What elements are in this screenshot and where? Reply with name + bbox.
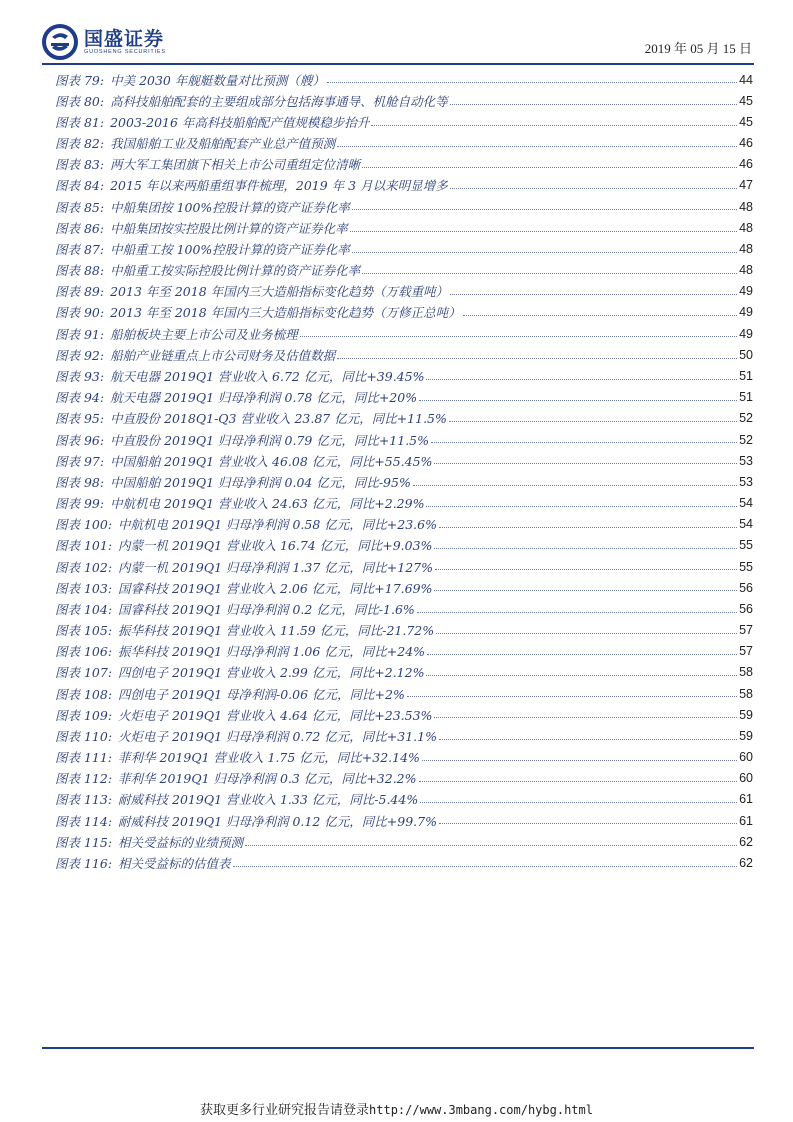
toc-entry-page: 55	[739, 559, 753, 574]
toc-dot-leader	[426, 366, 737, 380]
toc-entry-page: 59	[739, 707, 753, 722]
header-divider	[42, 63, 754, 65]
toc-dot-leader	[434, 451, 737, 465]
toc-entry-title: 四创电子 2019Q1 母净利润-0.06 亿元，同比+2%	[118, 686, 405, 702]
toc-dot-leader	[327, 70, 737, 84]
toc-dot-leader	[245, 832, 737, 846]
toc-entry-page: 61	[739, 813, 753, 828]
toc-entry-title: 内蒙一机 2019Q1 归母净利润 1.37 亿元，同比+127%	[118, 559, 433, 575]
toc-entry-title: 国睿科技 2019Q1 营业收入 2.06 亿元，同比+17.69%	[118, 580, 433, 596]
toc-entry-title: 两大军工集团旗下相关上市公司重组定位清晰	[110, 157, 361, 173]
toc-dot-leader	[450, 282, 737, 296]
toc-dot-leader	[413, 472, 737, 486]
toc-entry[interactable]	[55, 747, 753, 768]
toc-entry-page: 61	[739, 792, 753, 807]
toc-entry-title: 中船集团按实控股比例计算的资产证券化率	[110, 220, 348, 236]
toc-dot-leader	[419, 387, 737, 401]
toc-entry-title: 中国船舶 2019Q1 归母净利润 0.04 亿元，同比-95%	[110, 474, 411, 490]
toc-entry-title: 火炬电子 2019Q1 营业收入 4.64 亿元，同比+23.53%	[118, 707, 433, 723]
toc-entry[interactable]	[55, 450, 753, 471]
report-date: 2019 年 05 月 15 日	[644, 41, 752, 56]
toc-dot-leader	[352, 239, 737, 253]
toc-entry-label: 图表 79:	[55, 72, 105, 88]
toc-entry[interactable]	[55, 69, 753, 90]
toc-dot-leader	[439, 726, 737, 740]
toc-entry-page: 50	[739, 347, 753, 362]
toc-dot-leader	[434, 705, 737, 719]
toc-entry-page: 46	[739, 136, 753, 151]
toc-dot-leader	[362, 260, 737, 274]
toc-entry-label: 图表 115:	[55, 834, 113, 850]
toc-entry-label: 图表 116:	[55, 855, 113, 871]
toc-entry-page: 51	[739, 390, 753, 405]
toc-entry[interactable]	[55, 365, 753, 386]
toc-dot-leader	[233, 853, 738, 867]
toc-dot-leader	[371, 112, 737, 126]
toc-dot-leader	[362, 155, 737, 169]
toc-dot-leader	[450, 176, 738, 190]
toc-entry-title: 振华科技 2019Q1 营业收入 11.59 亿元，同比-21.72%	[118, 623, 435, 639]
toc-entry[interactable]	[55, 577, 753, 598]
toc-entry[interactable]	[55, 408, 753, 429]
toc-entry-page: 52	[739, 411, 753, 426]
toc-entry[interactable]	[55, 344, 753, 365]
toc-entry-label: 图表 95:	[55, 411, 105, 427]
toc-entry[interactable]	[55, 471, 753, 492]
toc-dot-leader	[337, 345, 737, 359]
toc-entry[interactable]	[55, 852, 753, 873]
toc-entry-title: 中船重工按 100%控股计算的资产证券化率	[110, 241, 350, 257]
toc-entry-title: 菲利华 2019Q1 归母净利润 0.3 亿元，同比+32.2%	[118, 771, 417, 787]
toc-entry-label: 图表 102:	[55, 559, 113, 575]
toc-entry-title: 船舶产业链重点上市公司财务及估值数据	[110, 347, 336, 363]
toc-entry-page: 57	[739, 623, 753, 638]
toc-dot-leader	[435, 557, 737, 571]
toc-entry-label: 图表 83:	[55, 157, 105, 173]
toc-entry-page: 58	[739, 665, 753, 680]
toc-entry-page: 49	[739, 326, 753, 341]
toc-entry[interactable]	[55, 196, 753, 217]
toc-entry[interactable]	[55, 492, 753, 513]
toc-entry[interactable]	[55, 175, 753, 196]
toc-entry-label: 图表 109:	[55, 707, 113, 723]
toc-entry[interactable]	[55, 323, 753, 344]
toc-dot-leader	[350, 218, 737, 232]
toc-entry-page: 45	[739, 93, 753, 108]
toc-entry-label: 图表 93:	[55, 368, 105, 384]
toc-entry-page: 56	[739, 601, 753, 616]
toc-entry-title: 相关受益标的估值表	[118, 855, 231, 871]
footer-prefix: 获取更多行业研究报告请登录	[200, 1103, 370, 1118]
toc-entry-label: 图表 80:	[55, 93, 105, 109]
toc-entry-title: 船舶板块主要上市公司及业务梳理	[110, 326, 298, 342]
toc-entry-title: 高科技船舶配套的主要组成部分包括海事通导、机舱自动化等	[110, 93, 448, 109]
toc-dot-leader	[436, 620, 737, 634]
toc-entry-label: 图表 84:	[55, 178, 105, 194]
toc-entry-page: 53	[739, 474, 753, 489]
page-header	[42, 24, 754, 60]
toc-entry-page: 58	[739, 686, 753, 701]
toc-entry-title: 2015 年以来两船重组事件梳理，2019 年 3 月以来明显增多	[110, 178, 448, 194]
toc-entry-label: 图表 97:	[55, 453, 105, 469]
toc-entry-title: 中国船舶 2019Q1 营业收入 46.08 亿元，同比+55.45%	[110, 453, 433, 469]
toc-entry[interactable]	[55, 260, 753, 281]
toc-entry-label: 图表 103:	[55, 580, 113, 596]
page-footer	[0, 1099, 793, 1118]
toc-dot-leader	[431, 430, 737, 444]
toc-entry[interactable]	[55, 514, 753, 535]
toc-dot-leader	[434, 578, 737, 592]
toc-dot-leader	[434, 536, 737, 550]
toc-entry-page: 60	[739, 750, 753, 765]
toc-entry-page: 56	[739, 580, 753, 595]
toc-entry[interactable]	[55, 429, 753, 450]
toc-entry-label: 图表 98:	[55, 474, 105, 490]
toc-entry-title: 国睿科技 2019Q1 归母净利润 0.2 亿元，同比-1.6%	[118, 601, 415, 617]
toc-entry[interactable]	[55, 238, 753, 259]
toc-dot-leader	[417, 599, 737, 613]
toc-entry-label: 图表 113:	[55, 792, 113, 808]
toc-entry-label: 图表 90:	[55, 305, 105, 321]
toc-entry[interactable]	[55, 704, 753, 725]
toc-entry-title: 中直股份 2018Q1-Q3 营业收入 23.87 亿元，同比+11.5%	[110, 411, 447, 427]
toc-entry[interactable]	[55, 281, 753, 302]
toc-entry-label: 图表 94:	[55, 390, 105, 406]
toc-entry-label: 图表 107:	[55, 665, 113, 681]
toc-entry-label: 图表 110:	[55, 728, 113, 744]
toc-entry-page: 49	[739, 305, 753, 320]
toc-dot-leader	[439, 811, 737, 825]
toc-entry-title: 中船集团按 100%控股计算的资产证券化率	[110, 199, 350, 215]
toc-entry[interactable]	[55, 725, 753, 746]
toc-entry-title: 耐威科技 2019Q1 营业收入 1.33 亿元，同比-5.44%	[118, 792, 419, 808]
toc-entry-title: 航天电器 2019Q1 归母净利润 0.78 亿元，同比+20%	[110, 390, 418, 406]
toc-entry[interactable]	[55, 810, 753, 831]
toc-dot-leader	[420, 790, 737, 804]
figure-index-list	[55, 69, 753, 874]
toc-entry[interactable]	[55, 598, 753, 619]
toc-entry-title: 中船重工按实际控股比例计算的资产证券化率	[110, 263, 361, 279]
toc-entry-label: 图表 104:	[55, 601, 113, 617]
toc-dot-leader	[450, 91, 737, 105]
toc-entry-label: 图表 92:	[55, 347, 105, 363]
toc-entry-page: 44	[739, 72, 753, 87]
toc-entry-label: 图表 112:	[55, 771, 113, 787]
toc-entry[interactable]	[55, 217, 753, 238]
toc-entry-label: 图表 85:	[55, 199, 105, 215]
toc-entry-page: 55	[739, 538, 753, 553]
toc-entry-page: 62	[739, 834, 753, 849]
toc-dot-leader	[463, 303, 737, 317]
toc-entry-title: 相关受益标的业绩预测	[118, 834, 244, 850]
toc-entry-page: 59	[739, 728, 753, 743]
toc-entry-page: 47	[739, 178, 753, 193]
toc-entry-page: 46	[739, 157, 753, 172]
toc-entry-label: 图表 101:	[55, 538, 113, 554]
toc-entry-page: 48	[739, 241, 753, 256]
toc-entry-page: 48	[739, 199, 753, 214]
footer-divider	[42, 1047, 754, 1049]
toc-entry-title: 中航机电 2019Q1 归母净利润 0.58 亿元，同比+23.6%	[118, 517, 437, 533]
toc-entry-page: 49	[739, 284, 753, 299]
toc-entry-label: 图表 99:	[55, 496, 105, 512]
toc-entry-title: 振华科技 2019Q1 归母净利润 1.06 亿元，同比+24%	[118, 644, 426, 660]
toc-dot-leader	[300, 324, 737, 338]
toc-entry-label: 图表 108:	[55, 686, 113, 702]
toc-entry-title: 中美 2030 年舰艇数量对比预测（艘）	[110, 72, 325, 88]
toc-entry-title: 火炬电子 2019Q1 归母净利润 0.72 亿元，同比+31.1%	[118, 728, 437, 744]
toc-entry-page: 62	[739, 855, 753, 870]
toc-entry-label: 图表 100:	[55, 517, 113, 533]
toc-entry-page: 48	[739, 220, 753, 235]
toc-entry[interactable]	[55, 662, 753, 683]
toc-entry[interactable]	[55, 154, 753, 175]
toc-entry-page: 54	[739, 496, 753, 511]
toc-dot-leader	[427, 641, 737, 655]
toc-entry-page: 52	[739, 432, 753, 447]
toc-entry[interactable]	[55, 789, 753, 810]
toc-entry-title: 内蒙一机 2019Q1 营业收入 16.74 亿元，同比+9.03%	[118, 538, 433, 554]
toc-entry-page: 48	[739, 263, 753, 278]
toc-entry-page: 57	[739, 644, 753, 659]
toc-entry[interactable]	[55, 387, 753, 408]
toc-entry[interactable]	[55, 619, 753, 640]
toc-dot-leader	[352, 197, 737, 211]
toc-entry-title: 2013 年至 2018 年国内三大造船指标变化趋势（万载重吨）	[110, 284, 449, 300]
toc-entry-label: 图表 111:	[55, 750, 113, 766]
toc-dot-leader	[337, 133, 737, 147]
toc-entry[interactable]	[55, 302, 753, 323]
toc-dot-leader	[449, 409, 737, 423]
toc-entry-title: 我国船舶工业及船舶配套产业总产值预测	[110, 136, 336, 152]
toc-entry-title: 菲利华 2019Q1 营业收入 1.75 亿元，同比+32.14%	[118, 750, 420, 766]
toc-entry-label: 图表 88:	[55, 263, 105, 279]
toc-entry[interactable]	[55, 831, 753, 852]
toc-entry-title: 2003-2016 年高科技船舶配产值规模稳步抬升	[110, 114, 370, 130]
toc-entry-label: 图表 86:	[55, 220, 105, 236]
toc-entry[interactable]	[55, 556, 753, 577]
toc-entry-page: 60	[739, 771, 753, 786]
toc-entry-title: 耐威科技 2019Q1 归母净利润 0.12 亿元，同比+99.7%	[118, 813, 437, 829]
toc-entry[interactable]	[55, 535, 753, 556]
toc-entry-label: 图表 114:	[55, 813, 113, 829]
toc-entry[interactable]	[55, 111, 753, 132]
toc-entry-page: 54	[739, 517, 753, 532]
toc-dot-leader	[439, 514, 737, 528]
toc-entry[interactable]	[55, 133, 753, 154]
toc-entry-label: 图表 89:	[55, 284, 105, 300]
toc-entry[interactable]	[55, 90, 753, 111]
toc-dot-leader	[407, 684, 737, 698]
toc-dot-leader	[422, 747, 737, 761]
toc-entry-label: 图表 87:	[55, 241, 105, 257]
toc-entry-title: 航天电器 2019Q1 营业收入 6.72 亿元，同比+39.45%	[110, 368, 425, 384]
logo-chinese-name: 国盛证券	[84, 27, 165, 50]
company-logo	[42, 24, 166, 60]
toc-entry-label: 图表 91:	[55, 326, 105, 342]
toc-dot-leader	[426, 493, 737, 507]
toc-entry[interactable]	[55, 768, 753, 789]
toc-entry-label: 图表 82:	[55, 136, 105, 152]
toc-entry-label: 图表 81:	[55, 114, 105, 130]
toc-entry-page: 45	[739, 114, 753, 129]
toc-entry-title: 中航机电 2019Q1 营业收入 24.63 亿元，同比+2.29%	[110, 496, 425, 512]
footer-link[interactable]: http://www.3mbang.com/hybg.html	[369, 1103, 593, 1117]
toc-entry[interactable]	[55, 683, 753, 704]
toc-entry-label: 图表 106:	[55, 644, 113, 660]
toc-entry-title: 2013 年至 2018 年国内三大造船指标变化趋势（万修正总吨）	[110, 305, 461, 321]
guosheng-logo-icon	[42, 24, 78, 60]
toc-entry[interactable]	[55, 641, 753, 662]
toc-entry-label: 图表 96:	[55, 432, 105, 448]
toc-entry-title: 中直股份 2019Q1 归母净利润 0.79 亿元，同比+11.5%	[110, 432, 430, 448]
toc-entry-title: 四创电子 2019Q1 营业收入 2.99 亿元，同比+2.12%	[118, 665, 425, 681]
logo-english-name: GUOSHENG SECURITIES	[84, 48, 166, 55]
toc-dot-leader	[419, 769, 738, 783]
toc-entry-page: 51	[739, 368, 753, 383]
toc-dot-leader	[426, 663, 737, 677]
toc-entry-label: 图表 105:	[55, 623, 113, 639]
toc-entry-page: 53	[739, 453, 753, 468]
